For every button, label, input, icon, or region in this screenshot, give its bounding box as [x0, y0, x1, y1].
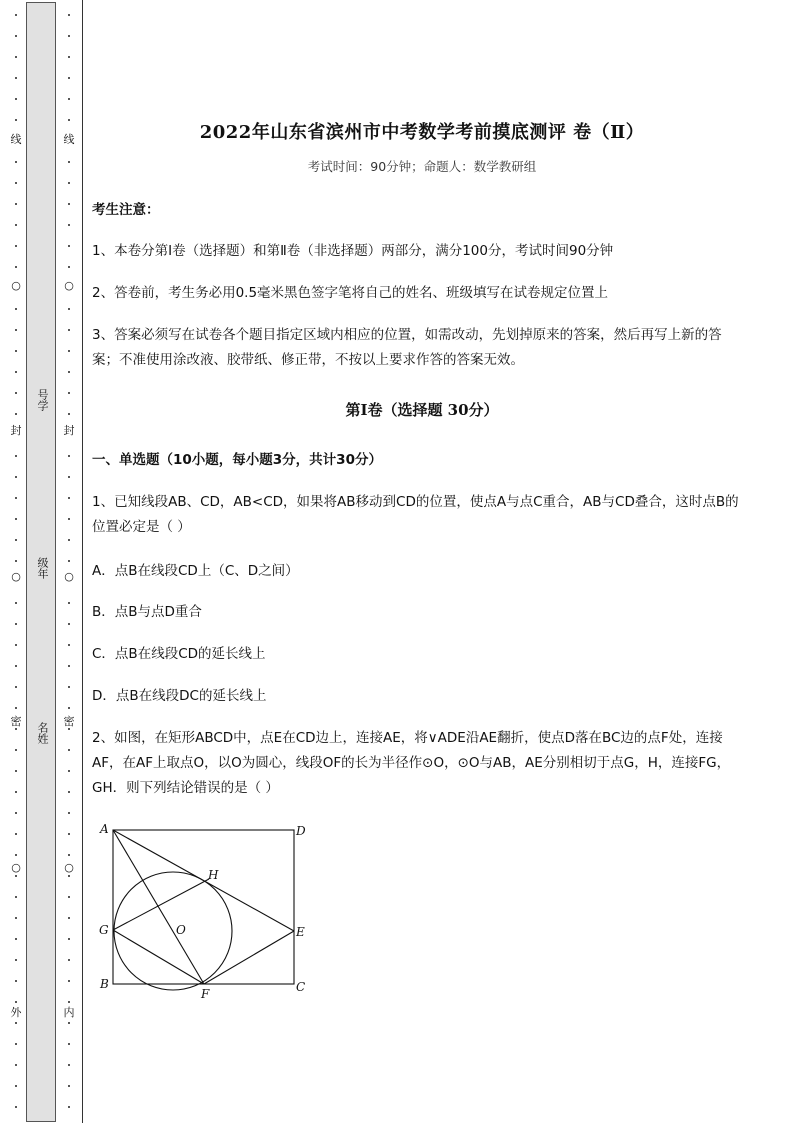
- cut-line-dot: [68, 1085, 70, 1087]
- margin-mark: ○: [7, 862, 25, 874]
- cut-line-dot: [15, 980, 17, 982]
- cut-line-dot: [15, 245, 17, 247]
- cut-line-dot: [15, 791, 17, 793]
- binding-margin-inner: [56, 0, 83, 1123]
- cut-line-dot: [68, 350, 70, 352]
- segment-fe: [204, 931, 294, 984]
- part-heading: 一、单选题（10小题，每小题3分，共计30分）: [92, 452, 382, 468]
- cut-line-dot: [15, 476, 17, 478]
- cut-line-dot: [68, 518, 70, 520]
- margin-mark: 内: [60, 1007, 78, 1019]
- label-f: F: [201, 987, 210, 1001]
- label-b: B: [100, 977, 109, 991]
- cut-line-dot: [15, 1001, 17, 1003]
- cut-line-dot: [68, 728, 70, 730]
- cut-line-dot: [15, 35, 17, 37]
- cut-line-dot: [68, 644, 70, 646]
- cut-line-dot: [68, 1043, 70, 1045]
- cut-line-dot: [68, 560, 70, 562]
- cut-line-dot: [68, 203, 70, 205]
- notice-heading: 考生注意：: [92, 202, 160, 218]
- cut-line-dot: [68, 1022, 70, 1024]
- cut-line-dot: [68, 812, 70, 814]
- cut-line-dot: [15, 182, 17, 184]
- margin-mark: 密: [7, 716, 25, 728]
- cut-line-dot: [15, 1043, 17, 1045]
- cut-line-dot: [68, 266, 70, 268]
- cut-line-dot: [15, 560, 17, 562]
- cut-line-dot: [15, 833, 17, 835]
- question-1-option-b: B．点B与点D重合: [92, 604, 202, 620]
- class-label: 级年: [36, 557, 49, 579]
- cut-line-dot: [68, 77, 70, 79]
- notice-item: 3、答案必须写在试卷各个题目指定区域内相应的位置，如需改动，先划掉原来的答案，然后再写上新的答案；不准使用涂改液、胶带纸、修正带，不按以上要求作答的答案无效。: [92, 327, 722, 368]
- cut-line-dot: [68, 833, 70, 835]
- label-e: E: [296, 925, 305, 939]
- cut-line-dot: [68, 854, 70, 856]
- cut-line-dot: [15, 413, 17, 415]
- margin-mark: 封: [60, 425, 78, 437]
- margin-mark: ○: [60, 280, 78, 292]
- segment-gh: [113, 879, 209, 930]
- section-title: 第Ⅰ卷（选择题 30分）: [345, 401, 499, 419]
- segment-af: [113, 830, 204, 984]
- cut-line-dot: [15, 665, 17, 667]
- cut-line-dot: [68, 1106, 70, 1108]
- cut-line-dot: [15, 1022, 17, 1024]
- student-id-label: 号学: [36, 389, 49, 411]
- label-o: O: [176, 923, 186, 937]
- dotted-cut-line-inner: [62, 0, 88, 1123]
- cut-line-dot: [68, 413, 70, 415]
- label-a: A: [100, 822, 109, 836]
- cut-line-dot: [68, 770, 70, 772]
- cut-line-dot: [15, 497, 17, 499]
- margin-mark: ○: [60, 862, 78, 874]
- question-1-option-d: D．点B在线段DC的延长线上: [92, 688, 267, 704]
- cut-line-dot: [68, 14, 70, 16]
- cut-line-dot: [15, 749, 17, 751]
- notice-item: 1、本卷分第Ⅰ卷（选择题）和第Ⅱ卷（非选择题）两部分，满分100分，考试时间90分钟: [92, 243, 614, 259]
- cut-line-dot: [15, 455, 17, 457]
- cut-line-dot: [15, 518, 17, 520]
- cut-line-dot: [15, 98, 17, 100]
- cut-line-dot: [15, 350, 17, 352]
- label-c: C: [296, 980, 306, 994]
- question-1-stem: 1、已知线段AB、CD，AB<CD，如果将AB移动到CD的位置，使点A与点C重合，AB与CD叠合，这时点B的位置必定是（ ）: [92, 494, 739, 535]
- margin-mark: 密: [60, 716, 78, 728]
- cut-line-dot: [15, 623, 17, 625]
- cut-line-dot: [68, 455, 70, 457]
- cut-line-dot: [68, 119, 70, 121]
- question-2-stem: 2、如图，在矩形ABCD中，点E在CD边上，连接AE，将∨ADE沿AE翻折，使点D落在BC边的点F处，连接AF，在AF上取点O，以O为圆心，线段OF的长为半径作⊙O，⊙O与AB，AE分别相切于点G，H，连接FG，GH．则下列结论错误的是（ ）: [92, 730, 731, 796]
- question-1-option-a: A．点B在线段CD上（C、D之间）: [92, 563, 299, 579]
- notice-item: 2、答卷前，考生务必用0.5毫米黑色签字笔将自己的姓名、班级填写在试卷规定位置上: [92, 285, 609, 301]
- cut-line-dot: [15, 56, 17, 58]
- cut-line-dot: [68, 896, 70, 898]
- margin-mark: ○: [7, 571, 25, 583]
- cut-line-dot: [15, 854, 17, 856]
- rectangle-abcd: [113, 830, 294, 984]
- cut-line-dot: [15, 686, 17, 688]
- cut-line-dot: [68, 980, 70, 982]
- cut-line-dot: [15, 896, 17, 898]
- cut-line-dot: [15, 329, 17, 331]
- margin-mark: 线: [7, 134, 25, 146]
- label-h: H: [208, 868, 219, 882]
- cut-line-dot: [15, 539, 17, 541]
- rectangle-circle-figure: [96, 820, 316, 1005]
- cut-line-dot: [68, 686, 70, 688]
- cut-line-dot: [15, 938, 17, 940]
- cut-line-dot: [68, 959, 70, 961]
- exam-subtitle: 考试时间：90分钟；命题人：数学教研组: [307, 159, 537, 174]
- cut-line-dot: [15, 266, 17, 268]
- cut-line-dot: [68, 35, 70, 37]
- cut-line-dot: [68, 938, 70, 940]
- margin-mark: ○: [7, 280, 25, 292]
- margin-mark: 封: [7, 425, 25, 437]
- cut-line-dot: [68, 602, 70, 604]
- cut-line-dot: [68, 875, 70, 877]
- cut-line-dot: [15, 707, 17, 709]
- label-d: D: [296, 824, 306, 838]
- cut-line-dot: [68, 245, 70, 247]
- margin-mark: ○: [60, 571, 78, 583]
- cut-line-dot: [68, 497, 70, 499]
- cut-line-dot: [68, 476, 70, 478]
- cut-line-dot: [68, 56, 70, 58]
- cut-line-dot: [68, 917, 70, 919]
- cut-line-dot: [68, 665, 70, 667]
- cut-line-dot: [15, 812, 17, 814]
- cut-line-dot: [15, 959, 17, 961]
- cut-line-dot: [68, 371, 70, 373]
- cut-line-dot: [68, 707, 70, 709]
- cut-line-dot: [68, 1064, 70, 1066]
- question-1-option-c: C．点B在线段CD的延长线上: [92, 646, 266, 662]
- cut-line-dot: [15, 371, 17, 373]
- cut-line-dot: [68, 308, 70, 310]
- cut-line-dot: [15, 728, 17, 730]
- cut-line-dot: [68, 623, 70, 625]
- cut-line-dot: [15, 644, 17, 646]
- cut-line-dot: [15, 1106, 17, 1108]
- cut-line-dot: [15, 161, 17, 163]
- cut-line-dot: [68, 392, 70, 394]
- margin-mark: 外: [7, 1007, 25, 1019]
- cut-line-dot: [15, 602, 17, 604]
- name-label: 名姓: [36, 722, 49, 744]
- cut-line-dot: [15, 119, 17, 121]
- cut-line-dot: [15, 1064, 17, 1066]
- cut-line-dot: [15, 875, 17, 877]
- label-g: G: [99, 923, 109, 937]
- cut-line-dot: [68, 182, 70, 184]
- margin-mark: 线: [60, 134, 78, 146]
- exam-title: 2022年山东省滨州市中考数学考前摸底测评 卷（Ⅱ）: [199, 122, 645, 143]
- cut-line-dot: [15, 917, 17, 919]
- cut-line-dot: [68, 749, 70, 751]
- cut-line-dot: [68, 98, 70, 100]
- segment-gf: [113, 930, 204, 984]
- cut-line-dot: [68, 791, 70, 793]
- cut-line-dot: [68, 161, 70, 163]
- cut-line-dot: [15, 203, 17, 205]
- cut-line-dot: [15, 224, 17, 226]
- cut-line-dot: [68, 224, 70, 226]
- cut-line-dot: [15, 77, 17, 79]
- cut-line-dot: [15, 770, 17, 772]
- cut-line-dot: [68, 1001, 70, 1003]
- cut-line-dot: [68, 539, 70, 541]
- cut-line-dot: [68, 329, 70, 331]
- cut-line-dot: [15, 392, 17, 394]
- cut-line-dot: [15, 14, 17, 16]
- cut-line-dot: [15, 308, 17, 310]
- cut-line-dot: [15, 1085, 17, 1087]
